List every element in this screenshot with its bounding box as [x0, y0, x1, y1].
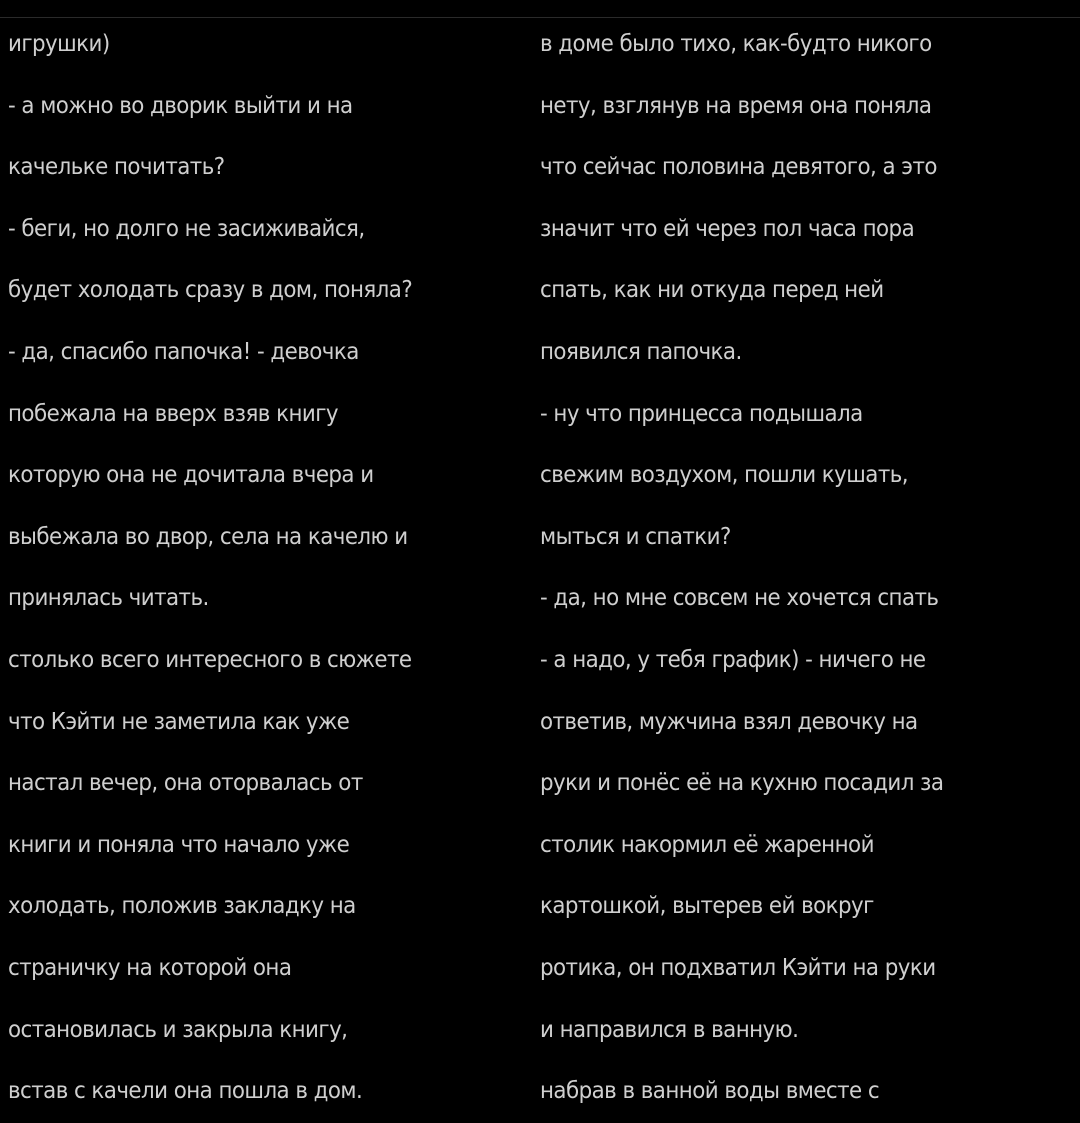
text-line: значит что ей через пол часа пора	[540, 215, 915, 242]
text-line: которую она не дочитала вчера и	[8, 462, 374, 489]
text-line: мыться и спатки?	[540, 523, 731, 550]
text-line: книги и поняла что начало уже	[8, 831, 350, 858]
text-line: нету, взглянув на время она поняла	[540, 92, 932, 119]
text-line: в доме было тихо, как-будто никого	[540, 31, 932, 57]
text-line: - беги, но долго не засиживайся,	[8, 215, 365, 242]
text-line: столько всего интересного в сюжете	[8, 646, 412, 673]
text-line: настал вечер, она оторвалась от	[8, 770, 363, 797]
text-line: - ну что принцесса подышала	[540, 400, 863, 427]
text-line: страничку на которой она	[8, 954, 292, 981]
text-line: свежим воздухом, пошли кушать,	[540, 462, 909, 489]
text-line: побежала на вверх взяв книгу	[8, 400, 339, 427]
text-line: - а надо, у тебя график) - ничего не	[540, 646, 926, 673]
text-line: - а можно во дворик выйти и на	[8, 92, 353, 119]
text-line: выбежала во двор, села на качелю и	[8, 523, 408, 550]
text-page	[0, 18, 1080, 1120]
left-text-column	[8, 18, 538, 1123]
text-line: - да, но мне совсем не хочется спать	[540, 585, 939, 612]
text-line: что Кэйти не заметила как уже	[8, 708, 350, 735]
text-line: ответив, мужчина взял девочку на	[540, 708, 918, 735]
text-line: остановилась и закрыла книгу,	[8, 1016, 348, 1043]
text-line: картошкой, вытерев ей вокруг	[540, 893, 874, 920]
text-line: ротика, он подхватил Кэйти на руки	[540, 954, 936, 981]
text-line: набрав в ванной воды вместе с	[540, 1078, 880, 1105]
text-line: будет холодать сразу в дом, поняла?	[8, 277, 413, 304]
text-line: столик накормил её жаренной	[540, 831, 874, 858]
text-line: игрушки)	[8, 31, 110, 57]
text-line: встав с качели она пошла в дом.	[8, 1078, 363, 1105]
text-line: спать, как ни откуда перед ней	[540, 277, 884, 304]
text-line: качельке почитать?	[8, 154, 225, 181]
text-line: что сейчас половина девятого, а это	[540, 154, 937, 181]
right-text-column	[540, 18, 1076, 1123]
text-line: и направился в ванную.	[540, 1016, 799, 1043]
text-line: принялась читать.	[8, 585, 209, 612]
text-line: - да, спасибо папочка! - девочка	[8, 338, 359, 365]
text-line: холодать, положив закладку на	[8, 893, 356, 920]
text-line: появился папочка.	[540, 338, 742, 365]
text-line: руки и понёс её на кухню посадил за	[540, 770, 944, 797]
